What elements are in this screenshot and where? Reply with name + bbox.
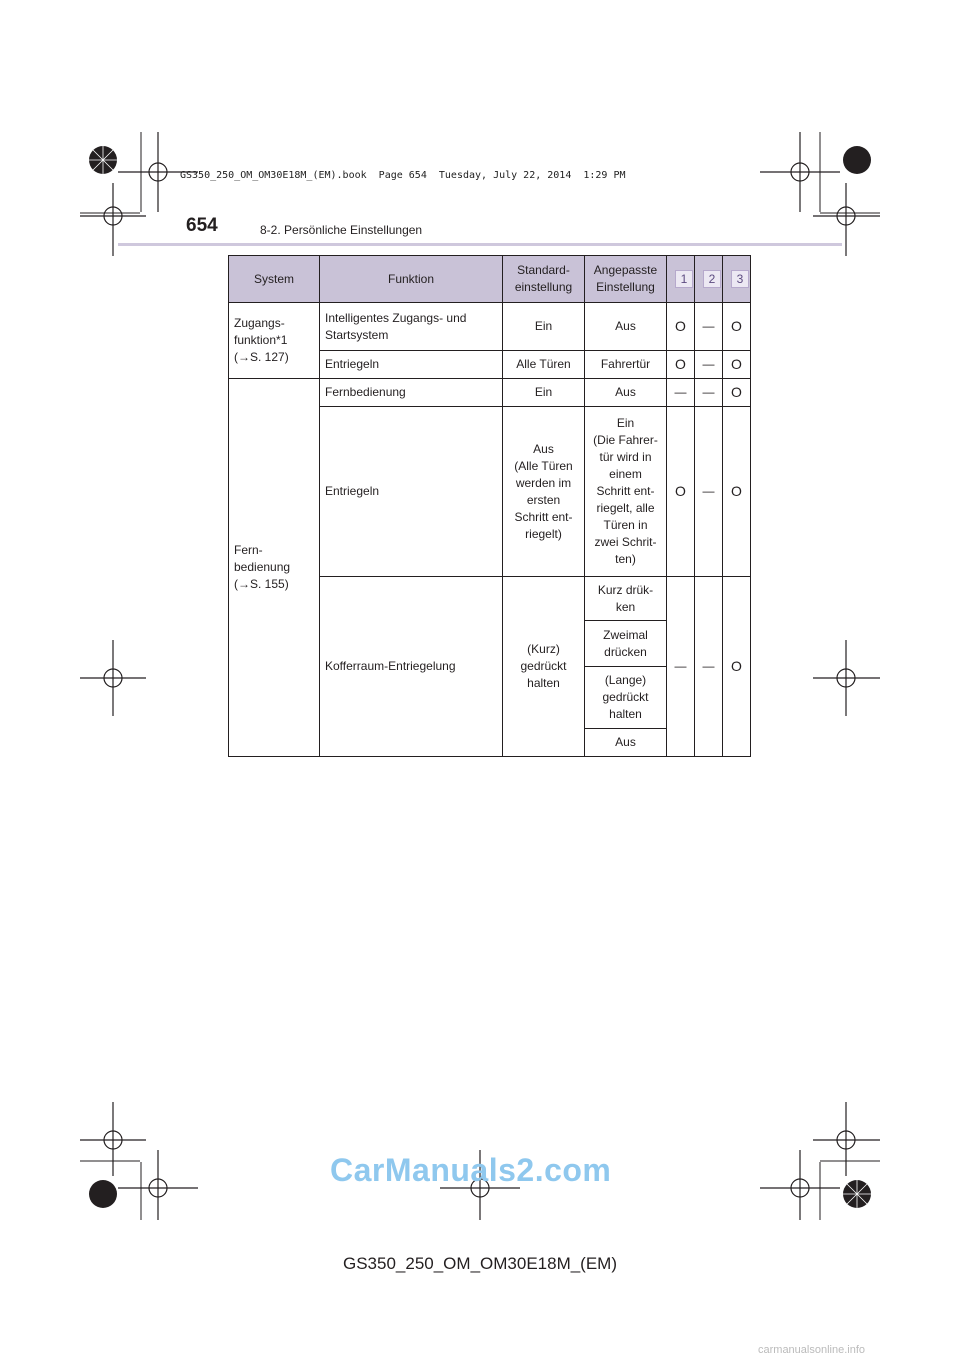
dash-symbol: —	[695, 351, 723, 379]
standard-cell: Aus (Alle Türen werden im ersten Schritt ent- riegelt)	[503, 407, 585, 577]
circle-symbol: O	[723, 303, 751, 351]
funktion-cell: Entriegeln	[320, 351, 503, 379]
watermark-logo: CarManuals2.com	[330, 1152, 612, 1188]
dash-symbol: —	[667, 379, 695, 407]
table-header-row	[229, 256, 751, 303]
circle-symbol: O	[667, 303, 695, 351]
registration-star-icon	[843, 146, 871, 174]
circle-symbol: O	[723, 407, 751, 577]
header-system: System	[229, 256, 320, 303]
table-row	[229, 379, 751, 407]
adjusted-cell: Kurz drük- ken	[585, 577, 667, 621]
page-number: 654	[186, 215, 218, 236]
crosshair-icon	[80, 640, 146, 716]
dash-symbol: —	[695, 577, 723, 757]
standard-cell: (Kurz) gedrückt halten	[503, 577, 585, 757]
header-angepasst: Angepasste Einstellung	[585, 256, 667, 303]
crosshair-icon	[80, 1102, 146, 1176]
number-badge: 1	[675, 270, 693, 288]
number-badge: 3	[731, 270, 749, 288]
dash-symbol: —	[695, 407, 723, 577]
adjusted-cell: (Lange) gedrückt halten	[585, 667, 667, 729]
header-standard: Standard- einstellung	[503, 256, 585, 303]
circle-symbol: O	[723, 351, 751, 379]
adjusted-cell: Fahrertür	[585, 351, 667, 379]
crosshair-icon	[813, 1102, 880, 1176]
system-zugang: Zugangs- funktion*1 (→S. 127)	[229, 303, 320, 379]
registration-star-icon	[89, 1180, 117, 1208]
header-col-3	[723, 256, 751, 303]
funktion-cell: Fernbedienung	[320, 379, 503, 407]
adjusted-cell: Zweimal drücken	[585, 621, 667, 667]
circle-symbol: O	[723, 379, 751, 407]
crosshair-icon	[760, 132, 840, 212]
funktion-cell: Intelligentes Zugangs- und Startsystem	[320, 303, 503, 351]
standard-cell: Ein	[503, 379, 585, 407]
funktion-cell: Kofferraum-Entriegelung	[320, 577, 503, 757]
circle-symbol: O	[723, 577, 751, 757]
crosshair-icon	[813, 640, 880, 716]
adjusted-cell: Ein (Die Fahrer- tür wird in einem Schritt ent- riegelt, alle Türen in zwei Schrit- ten)	[585, 407, 667, 577]
print-info-line: GS350_250_OM_OM30E18M_(EM).book Page 654 Tuesday, July 22, 2014 1:29 PM	[180, 170, 626, 181]
system-fern: Fern- bedienung (→S. 155)	[229, 379, 320, 757]
settings-table	[228, 255, 751, 757]
dash-symbol: —	[695, 379, 723, 407]
circle-symbol: O	[667, 351, 695, 379]
section-title: 8-2. Persönliche Einstellungen	[260, 223, 423, 237]
table-row	[229, 303, 751, 351]
adjusted-cell: Aus	[585, 303, 667, 351]
adjusted-cell: Aus	[585, 379, 667, 407]
funktion-cell: Entriegeln	[320, 407, 503, 577]
footer-code: GS350_250_OM_OM30E18M_(EM)	[342, 1254, 618, 1273]
circle-symbol: O	[667, 407, 695, 577]
standard-cell: Ein	[503, 303, 585, 351]
header-col-1	[667, 256, 695, 303]
number-badge: 2	[703, 270, 721, 288]
header-col-2	[695, 256, 723, 303]
standard-cell: Alle Türen	[503, 351, 585, 379]
dash-symbol: —	[667, 577, 695, 757]
adjusted-cell: Aus	[585, 729, 667, 757]
dash-symbol: —	[695, 303, 723, 351]
watermark-url: carmanualsonline.info	[758, 1344, 866, 1356]
header-rule	[118, 243, 842, 246]
header-funktion: Funktion	[320, 256, 503, 303]
